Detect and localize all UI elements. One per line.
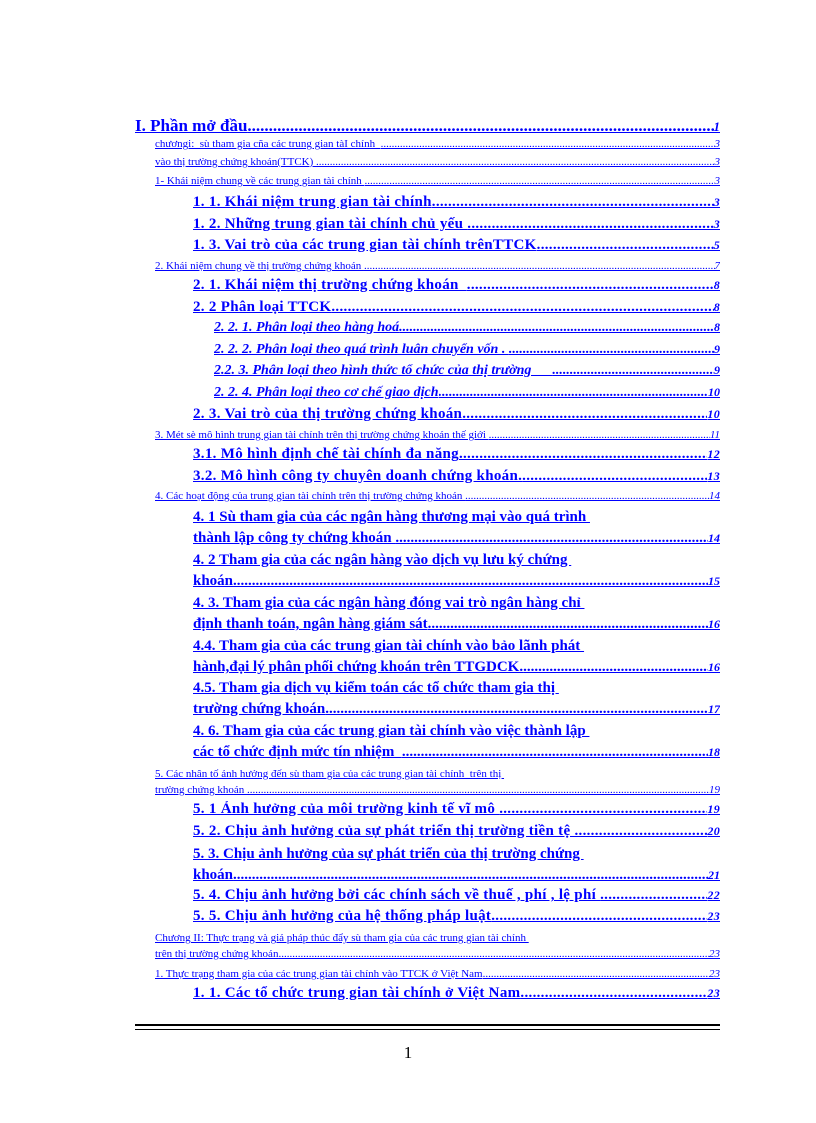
toc-entry-text: 4. Các hoạt động của trung gian tài chính trên thị trường chứng khoán: [155, 490, 466, 502]
dot-leader: [402, 742, 708, 763]
toc-entry-text-line2: các tổ chức định mức tín nhiệm: [193, 744, 402, 760]
toc-entry-5-2[interactable]: [193, 823, 720, 840]
dot-leader: [395, 528, 708, 549]
toc-entry-text-line1: 5. 3. Chịu ảnh hưởng của sự phát triển của thị trường chứng: [193, 846, 584, 862]
dot-leader: [537, 237, 714, 254]
page-number: 1: [403, 1043, 413, 1062]
toc-entry-text: 2. 3. Vai trò của thị trường chứng khoán: [193, 406, 463, 422]
toc-entry-section-3[interactable]: [155, 429, 720, 441]
toc-entry-text-line1: 4. 6. Tham gia của các trung gian tài chính vào việc thành lập: [193, 723, 590, 739]
toc-entry-section-2[interactable]: [155, 260, 720, 272]
dot-leader: [467, 277, 714, 294]
toc-entry-4-6[interactable]: [193, 721, 720, 763]
toc-page-number: 8: [714, 320, 720, 334]
toc-entry-text-line2: khoán: [193, 867, 234, 883]
toc-entry-text: 1. Thực trạng tham gia của các trung gian tài chính vào TTCK ở Việt Nam: [155, 968, 483, 980]
toc-entry-2-1[interactable]: [193, 277, 720, 294]
toc-page-number: 7: [714, 260, 720, 272]
toc-page-number: 14: [709, 490, 720, 502]
dot-leader: [439, 385, 708, 401]
toc-page-number: 3: [714, 156, 720, 168]
toc-entry-text: 2. Khái niệm chung về thị trường chứng khoán: [155, 260, 364, 272]
dot-leader: [499, 801, 707, 818]
toc-entry-text: 5. 1 Ảnh hưởng của môi trường kinh tế vĩ mô: [193, 801, 500, 817]
toc-entry-3-1[interactable]: [193, 446, 720, 463]
dot-leader: [233, 571, 708, 592]
dot-leader: [483, 968, 709, 980]
toc-page-number: 3: [713, 217, 720, 231]
toc-page-number: 12: [707, 447, 720, 461]
dot-leader: [278, 946, 709, 962]
toc-entry-chapter1[interactable]: [155, 138, 720, 150]
toc-page-number: 3: [714, 138, 720, 150]
toc-entry-1-1[interactable]: [193, 194, 720, 211]
toc-entry-section-4[interactable]: [155, 490, 720, 502]
toc-entry-text-line1: 4. 1 Sù tham gia của các ngân hàng thương mại vào quá trình: [193, 509, 590, 525]
toc-entry-5-3[interactable]: [193, 844, 720, 886]
toc-page-number: 10: [708, 385, 720, 399]
toc-entry-4-4[interactable]: [193, 636, 720, 678]
toc-entry-text: chươngi: sù tham gia cña các trung gian tàI chính: [155, 138, 381, 150]
toc-entry-text: 2. 2. 2. Phân loại theo quá trình luân chuyển vốn .: [214, 342, 509, 357]
toc-entry-text-line2: trường chứng khoán: [193, 701, 326, 717]
toc-page-number: 10: [707, 407, 720, 421]
toc-page-number: 15: [708, 574, 720, 588]
dot-leader: [428, 614, 708, 635]
toc-entry-2-2-3[interactable]: [214, 363, 720, 379]
footer-rule-thin: [135, 1029, 720, 1030]
toc-page-number: 5: [713, 238, 720, 252]
toc-entry-text-line2: thành lập công ty chứng khoán: [193, 530, 396, 546]
toc-entry-text: 2.2. 3. Phân loại theo hình thức tổ chức của thị trường: [214, 363, 553, 378]
dot-leader: [489, 429, 710, 441]
toc-page-number: 13: [707, 469, 720, 483]
toc-entry-2-2-1[interactable]: [214, 320, 720, 336]
toc-entry-4-3[interactable]: [193, 593, 720, 635]
dot-leader: [247, 782, 709, 798]
toc-entry-text-line2: trên thị trường chứng khoán: [155, 948, 279, 960]
toc-entry-text: 5. 5. Chịu ảnh hưởng của hệ thống pháp luật: [193, 908, 492, 924]
toc-entry-text: 2. 2. 4. Phân loại theo cơ chế giao dịch: [214, 385, 439, 400]
dot-leader: [364, 260, 715, 272]
toc-entry-intro[interactable]: [135, 116, 720, 136]
toc-page-number: 23: [707, 986, 720, 1000]
toc-entry-text-line1: 4.5. Tham gia dịch vụ kiểm toán các tổ chức tham gia thị: [193, 680, 559, 696]
dot-leader: [574, 823, 707, 840]
dot-leader: [509, 342, 714, 358]
toc-entry-section-1[interactable]: [155, 175, 720, 187]
toc-entry-text: I. Phần mở đầu: [135, 116, 248, 135]
dot-leader: [233, 865, 708, 886]
toc-entry-text-line1: 4.4. Tham gia của các trung gian tài chính vào bảo lãnh phát: [193, 638, 585, 654]
toc-entry-5-4[interactable]: [193, 887, 720, 904]
toc-page-number: 1: [713, 119, 720, 134]
toc-entry-4-1[interactable]: [193, 507, 720, 549]
toc-page-number: 8: [713, 300, 720, 314]
dot-leader: [465, 490, 709, 502]
toc-page-number: 18: [708, 745, 720, 759]
toc-entry-text: 1. 2. Những trung gian tài chính chủ yếu: [193, 216, 468, 232]
toc-entry-text: 3.2. Mô hình công ty chuyên doanh chứng khoán.: [193, 468, 523, 484]
dot-leader: [459, 446, 707, 463]
toc-entry-text: 5. 4. Chịu ảnh hưởng bởi các chính sách về thuế , phí , lệ phí: [193, 887, 601, 903]
toc-entry-text-line1: 4. 3. Tham gia của các ngân hàng đóng vai trò ngân hàng chỉ: [193, 595, 585, 611]
toc-page-number: 21: [708, 868, 720, 882]
toc-entry-2-2-2[interactable]: [214, 342, 720, 358]
toc-page-number: 3: [714, 175, 720, 187]
toc-entry-text: vào thị trường chứng khoán(TTCK): [155, 156, 317, 168]
toc-entry-ch2-section-1[interactable]: [155, 968, 720, 980]
toc-entry-2-2[interactable]: [193, 299, 720, 316]
dot-leader: [316, 156, 714, 168]
toc-entry-text-line2: khoán: [193, 573, 234, 589]
dot-leader: [432, 194, 714, 211]
toc-entry-5-1[interactable]: [193, 801, 720, 818]
toc-page-number: 19: [707, 802, 720, 816]
dot-leader: [523, 657, 708, 678]
toc-page-number: 23: [707, 909, 720, 923]
toc-page-number: 17: [708, 702, 720, 716]
toc-entry-ch2-1-1[interactable]: [193, 985, 720, 1002]
dot-leader: [462, 406, 707, 423]
toc-entry-text-line1: 5. Các nhân tố ảnh hưởng đến sù tham gia của các trung gian tài chính trên thị: [155, 768, 505, 780]
toc-entry-text: 2. 2. 1. Phân loại theo hàng hoá: [214, 320, 400, 335]
dot-leader: [520, 985, 707, 1002]
toc-entry-4-2[interactable]: [193, 550, 720, 592]
toc-page-number: 14: [708, 531, 720, 545]
toc-entry-section-5[interactable]: [155, 766, 720, 798]
toc-entry-2-3[interactable]: [193, 406, 720, 423]
toc-entry-text-line2: hành,đại lý phân phối chứng khoán trên TTGDCK.: [193, 659, 524, 675]
toc-entry-text-line2: trường chứng khoán: [155, 784, 247, 796]
toc-entry-text: 2. 1. Khái niệm thị trường chứng khoán: [193, 277, 467, 293]
toc-entry-text: 5. 2. Chịu ảnh hưởng của sự phát triển thị trường tiền tệ: [193, 823, 575, 839]
toc-entry-1-2[interactable]: [193, 216, 720, 233]
toc-entry-chapter1-cont[interactable]: [155, 156, 720, 168]
toc-page-number: 16: [708, 660, 720, 674]
toc-page-number: 9: [714, 363, 720, 377]
toc-entry-text-line2: định thanh toán, ngân hàng giám sát: [193, 616, 428, 632]
toc-page-number: 20: [707, 824, 720, 838]
dot-leader: [467, 216, 713, 233]
toc-page-number: 11: [709, 429, 720, 441]
toc-page-number: 9: [714, 342, 720, 356]
dot-leader: [491, 908, 707, 925]
toc-entry-text: 3.1. Mô hình định chế tài chính đa năng: [193, 446, 459, 462]
toc-entry-chapter2[interactable]: [155, 930, 720, 962]
toc-entry-3-2[interactable]: [193, 468, 720, 485]
toc-page-number: 22: [707, 888, 720, 902]
toc-entry-1-3[interactable]: [193, 237, 720, 254]
toc-entry-5-5[interactable]: [193, 908, 720, 925]
toc-entry-text: 1. 1. Khái niệm trung gian tài chính: [193, 194, 432, 210]
toc-page-number: 3: [713, 195, 720, 209]
toc-entry-text: 3. Mét sè mô hình trung gian tài chính trên thị trường chứng khoán thế giới: [155, 429, 489, 441]
toc-entry-text-line1: Chương II: Thực trạng và giả pháp thúc đẩy sù tham gia của các trung gian tài chính: [155, 932, 529, 944]
toc-page-number: 23: [709, 968, 720, 980]
toc-page-number: 23: [709, 948, 720, 960]
dot-leader: [247, 116, 713, 136]
toc-page-number: 8: [713, 278, 720, 292]
footer-rule-thick: [135, 1024, 720, 1026]
dot-leader: [325, 699, 708, 720]
dot-leader: [600, 887, 707, 904]
dot-leader: [552, 363, 714, 379]
dot-leader: [365, 175, 715, 187]
toc-entry-text: 1. 3. Vai trò của các trung gian tài chính trênTTCK: [193, 237, 537, 253]
dot-leader: [399, 320, 714, 336]
toc-page-number: 19: [709, 784, 720, 796]
dot-leader: [381, 138, 715, 150]
toc-entry-text: 2. 2 Phân loại TTCK: [193, 299, 332, 315]
toc-entry-4-5[interactable]: [193, 678, 720, 720]
toc-entry-2-2-4[interactable]: [214, 385, 720, 401]
toc-page-number: 16: [708, 617, 720, 631]
toc-entry-text: 1- Khái niệm chung về các trung gian tài chính: [155, 175, 365, 187]
toc-entry-text-line1: 4. 2 Tham gia của các ngân hàng vào dịch vụ lưu ký chứng: [193, 552, 572, 568]
toc-entry-text: 1. 1. Các tổ chức trung gian tài chính ở Việt Nam: [193, 985, 521, 1001]
dot-leader: [522, 468, 707, 485]
dot-leader: [331, 299, 713, 316]
